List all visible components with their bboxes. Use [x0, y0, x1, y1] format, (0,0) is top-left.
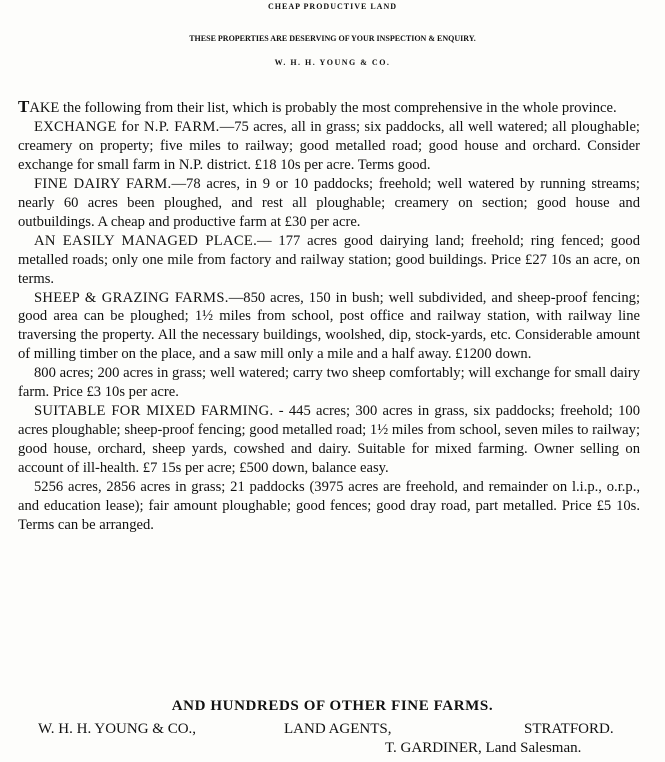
listing-text: —78 acres, in 9 or 10 paddocks; freehold; well watered by running streams; nearly 60 acres been ploughed, and rest all ploughable; creamery on section; good house and outbuildings. A cheap and productive farm at £30 per acre.	[18, 175, 640, 230]
footer-salesman: T. GARDINER, Land Salesman.	[385, 740, 582, 756]
footer-tagline: AND HUNDREDS OF OTHER FINE FARMS.	[171, 698, 494, 714]
footer-firm: W. H. H. YOUNG & CO.,	[38, 721, 197, 737]
listing-heading: SUITABLE FOR MIXED FARMING.	[34, 403, 274, 420]
listing-sheep-grazing-farms	[18, 289, 640, 365]
listings-body	[18, 98, 640, 535]
listing-easily-managed-place	[18, 232, 640, 289]
listing-mixed-farming	[18, 402, 640, 478]
listing-fine-dairy-farm	[18, 175, 640, 232]
footer-town: STRATFORD.	[524, 721, 614, 737]
listing-heading: EXCHANGE for N.P. FARM.	[34, 118, 220, 135]
intro-paragraph	[18, 98, 640, 118]
listing-text: 800 acres; 200 acres in grass; well watered; carry two sheep comfortably; will exchange for small dairy farm. Price £3 10s per acre.	[18, 365, 640, 401]
listing-exchange-np-farm	[18, 118, 640, 175]
intro-text: AKE the following from their list, which is probably the most comprehensive in the whole province.	[29, 100, 617, 116]
ad-title: CHEAP PRODUCTIVE LAND	[267, 2, 397, 11]
listing-text: - 445 acres; 300 acres in grass, six paddocks; freehold; 100 acres ploughable; sheep-proof fencing; good metalled road; 1½ miles from school, seven miles to railway; good house, orchard, sheep yards, cowshed and dairy. Suitable for mixed farming. Owner selling on account of ill-health. £7 15s per acre; £500 down, balance easy.	[18, 403, 640, 477]
listing-text: 5256 acres, 2856 acres in grass; 21 paddocks (3975 acres are freehold, and remainder on l.i.p., o.r.p., and education lease); fair amount ploughable; good fences; good dray road, part metalled. Price £5 10s. Terms can be arranged.	[18, 479, 640, 533]
footer-role: LAND AGENTS,	[284, 721, 392, 737]
listing-text: —850 acres, 150 in bush; well subdivided, and sheep-proof fencing; good area can be ploughed; 1½ miles from school, post office and railway station, with railway line traversing the property. All the necessary buildings, woolshed, dip, stock-yards, etc. Considerable amount of milling timber on the place, and a saw mill only a mile and a half away. £1200 down.	[18, 289, 640, 363]
listing-5256-acres	[18, 478, 640, 535]
listing-heading: SHEEP & GRAZING FARMS.	[34, 289, 229, 306]
listing-800-acres	[18, 364, 640, 402]
ad-subtitle: THESE PROPERTIES ARE DESERVING OF YOUR INSPECTION & ENQUIRY.	[189, 34, 476, 43]
listing-text: —75 acres, all in grass; six paddocks, all well watered; all ploughable; creamery on property; five miles to railway; good metalled road; good house and orchard. Consider exchange for small farm in N.P. district. £18 10s per acre. Terms good.	[18, 118, 640, 173]
listing-heading: AN EASILY MANAGED PLACE.	[34, 232, 258, 249]
firm-name-banner: W. H. H. YOUNG & CO.	[274, 58, 391, 67]
drop-cap: T	[18, 97, 30, 116]
listing-text: — 177 acres good dairying land; freehold; ring fenced; good metalled roads; only one mile from factory and railway station; good buildings. Price £27 10s an acre, on terms.	[18, 232, 640, 287]
listing-heading: FINE DAIRY FARM.	[34, 175, 172, 192]
